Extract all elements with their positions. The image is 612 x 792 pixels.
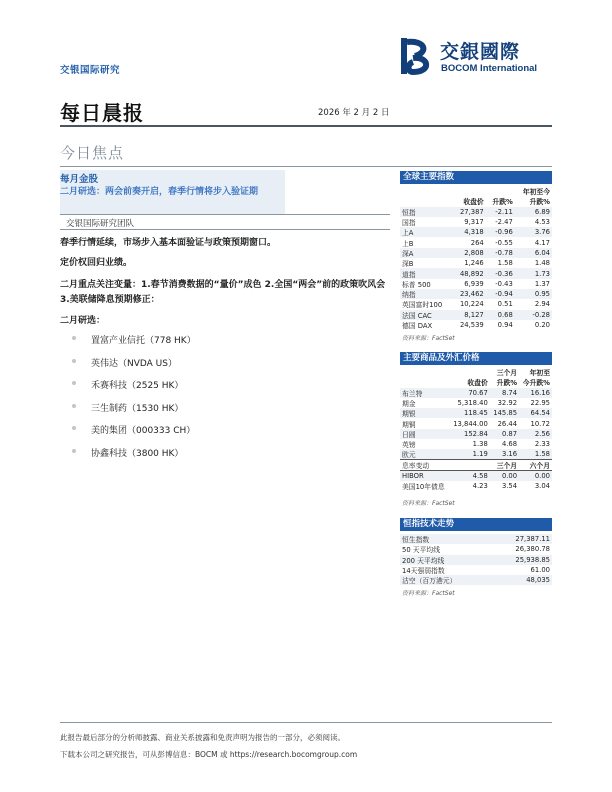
cell-ytd: -0.28 [515,310,552,320]
commodities-source: 资料来源：FactSet [402,500,455,507]
cell-close: 4.58 [449,471,490,481]
technicals-panel-title: 恒指技术走势 [400,518,552,531]
cell-close: 9,317 [464,218,484,227]
cell-chg: -2.47 [495,218,513,227]
cell-ytd: 64.54 [519,408,552,418]
cell-chg: -2.11 [486,207,515,217]
cell-chg: -0.78 [486,248,515,258]
cell-close: 1,246 [464,259,484,268]
cell-name: 恒指 [400,207,453,217]
cell-name: 英国富时100 [402,301,443,310]
table-row [400,279,552,289]
table-row [400,207,552,217]
cell-value: 27,387.11 [492,534,553,544]
cell-close: 6,939 [464,279,484,288]
cell-ytd: 0.20 [534,321,550,329]
cell-chg: 4.68 [501,440,518,449]
commodities-table [400,367,552,491]
cell-chg: 145.85 [490,408,519,418]
ytd-top-header: 年初至今 [522,188,550,197]
cell-m3: 0.00 [490,471,519,481]
table-row [400,418,552,428]
cell-m6: 3.04 [534,482,550,491]
cell-chg: 1.58 [497,259,513,268]
table-row [400,299,552,309]
cell-chg: -0.36 [486,268,515,278]
stock-picks-list [72,333,196,468]
list-item: 三生制药（1530 HK） [72,401,196,424]
table-row [400,565,552,575]
list-item: 禾赛科技（2525 HK） [72,378,196,401]
report-date: 2026 年 2 月 2 日 [318,108,390,118]
cell-chg: 0.51 [497,300,513,309]
cell-ytd: 6.04 [515,248,552,258]
bullet-icon [72,404,76,408]
cell-name: 国指 [402,219,416,228]
cell-ytd: 1.73 [515,268,552,278]
bullet-icon [72,381,76,385]
close-header: 收盘价 [463,198,484,207]
cell-ytd: 1.58 [519,449,552,460]
commodities-panel-title: 主要商品及外汇价格 [400,352,552,365]
cell-name: 14天强弱指数 [402,567,445,576]
cell-ytd: 6.89 [515,207,552,217]
table-row [400,439,552,449]
table-row [400,268,552,278]
bullet-icon [72,336,76,340]
table-row [400,544,552,554]
bocom-logo-icon [399,36,433,76]
cell-chg: -0.43 [495,279,513,288]
cell-name: 50 天平均线 [402,546,440,555]
rates-label: 息率变动 [400,460,449,471]
cell-close: 118.45 [449,408,490,418]
table-row [400,555,552,565]
cell-ytd: 1.48 [534,259,550,268]
cell-value: 26,380.78 [515,545,550,554]
cell-close: 264 [470,238,484,247]
footer-divider [60,722,552,723]
close-header: 收盘价 [467,379,488,388]
table-row [400,398,552,408]
bullet-icon [72,359,76,363]
cell-ytd: 0.95 [515,289,552,299]
cell-close: 1.19 [449,449,490,460]
monthly-picks-title: 每月金股 [60,174,99,185]
list-item: 协鑫科技（3800 HK） [72,446,196,469]
section-title: 今日焦点 [60,144,125,162]
list-item: 英伟达（NVDA US） [72,356,196,379]
monthly-picks-link[interactable]: 二月研选：两会前奏开启，春季行情将步入验证期 [60,187,259,197]
cell-ytd: 2.56 [519,429,552,439]
logo-chinese-name: 交銀國際 [440,41,521,63]
cell-name: 上B [402,239,414,248]
cell-name: 恒生指数 [400,534,492,544]
cell-value: 61.00 [530,566,550,575]
cell-value: 48,035 [492,575,553,585]
table-row [400,408,552,418]
bullet-icon [72,449,76,453]
cell-close: 8,127 [453,310,486,320]
cell-close: 4.23 [472,482,488,491]
cell-ytd: 1.37 [534,279,550,288]
cell-name: 英镑 [402,441,416,450]
download-note: 下载本公司之研究报告，可从彭博信息：BOCM 或 https://research.bocomgroup.com [60,750,358,759]
cell-ytd: 4.17 [534,238,550,247]
table-row [400,534,552,544]
table-row [400,388,552,398]
table-row [400,248,552,258]
table-row [400,310,552,320]
technicals-source: 资料来源：FactSet [402,590,455,597]
cell-name: 欧元 [400,449,449,460]
page-title: 每日晨报 [60,101,144,125]
cell-close: 27,387 [453,207,486,217]
team-divider-top [60,214,390,215]
cell-name: 布兰特 [400,388,449,398]
cell-close: 4,318 [453,227,486,237]
ytd-header: 今升跌% [522,379,550,388]
cell-name: 日圆 [400,429,449,439]
table-row [400,449,552,460]
cell-name: 标普 500 [402,280,431,289]
three-month-top-header: 三个月 [496,369,518,378]
table-row [400,481,552,491]
ytd-top-header: 年初至 [529,369,550,378]
list-item: 置富产业信托（778 HK） [72,333,196,356]
disclaimer-note: 此报告最后部分的分析师披露、商业关系披露和免责声明为报告的一部分，必须阅读。 [60,733,345,742]
cell-m6: 0.00 [519,471,552,481]
picks-heading: 二月研选： [60,316,106,326]
cell-ytd: 2.94 [534,300,550,309]
cell-chg: -0.94 [486,289,515,299]
research-team: 交银国际研究团队 [66,219,135,229]
cell-name: 沽空（百万港元） [400,575,492,585]
cell-ytd: 22.95 [530,399,550,408]
cell-ytd: 10.72 [530,419,550,428]
cell-ytd: 3.76 [515,227,552,237]
cell-close: 24,539 [459,321,484,329]
technicals-table [400,534,552,585]
cell-close: 5,318.40 [457,399,488,408]
cell-name: 200 天平均线 [400,555,492,565]
summary-paragraph-3: 二月重点关注变量：1.春节消费数据的“量价”成色 2.全国“两会”前的政策吹风会 3.美联储降息预期修正： [60,280,386,305]
section-divider [60,166,552,167]
cell-ytd: 16.16 [519,388,552,398]
table-row [400,289,552,299]
indices-panel-title: 全球主要指数 [400,171,552,184]
department-label: 交银国际研究 [60,65,121,76]
cell-close: 2,808 [453,248,486,258]
bullet-icon [72,426,76,430]
cell-close: 10,224 [459,300,484,309]
team-divider-bottom [60,229,390,230]
rates-six-month-header: 六个月 [519,460,552,471]
table-row [400,258,552,268]
cell-name: 深B [402,260,414,269]
indices-table [400,186,552,330]
table-row [400,320,552,330]
summary-paragraph-2: 定价权回归业绩。 [60,258,133,268]
indices-source: 资料来源：FactSet [402,335,455,342]
table-row [400,227,552,237]
change-header: 升跌% [496,379,518,388]
cell-ytd: 2.33 [534,440,550,449]
list-item: 美的集团（000333 CH） [72,423,196,446]
cell-close: 70.67 [449,388,490,398]
change-header: 升跌% [492,198,513,207]
cell-name: HIBOR [400,471,449,481]
cell-chg: 26.44 [497,419,518,428]
cell-ytd: 4.53 [534,218,550,227]
cell-name: 道指 [400,268,453,278]
logo-english-name: BOCOM International [441,63,538,74]
cell-chg: 0.68 [486,310,515,320]
cell-close: 13,844.00 [453,419,488,428]
table-row [400,471,552,481]
cell-chg: 0.94 [497,321,513,329]
cell-chg: 0.87 [490,429,519,439]
cell-value: 25,938.85 [492,555,553,565]
cell-close: 152.84 [449,429,490,439]
table-row [400,217,552,227]
summary-paragraph-1: 春季行情延续，市场步入基本面验证与政策预期窗口。 [60,238,277,248]
cell-close: 1.38 [472,440,488,449]
title-divider [60,125,552,127]
cell-close: 23,462 [453,289,486,299]
cell-name: 深A [400,248,453,258]
table-row [400,575,552,585]
cell-name: 纳指 [400,289,453,299]
cell-chg: 8.74 [490,388,519,398]
cell-name: 期银 [400,408,449,418]
ytd-header: 升跌% [529,198,550,207]
cell-m3: 3.54 [501,482,518,491]
cell-chg: 32.92 [497,399,518,408]
cell-chg: -0.96 [486,227,515,237]
cell-name: 期铜 [402,420,416,429]
cell-name: 期金 [402,400,416,409]
table-row [400,429,552,439]
cell-name: 法国 CAC [400,310,453,320]
cell-chg: 3.16 [490,449,519,460]
cell-name: 德国 DAX [402,322,433,330]
cell-close: 48,892 [453,268,486,278]
cell-chg: -0.55 [495,238,513,247]
table-row [400,237,552,247]
cell-name: 美国10年债息 [402,483,445,492]
rates-three-month-header: 三个月 [490,460,519,471]
cell-name: 上A [400,227,453,237]
